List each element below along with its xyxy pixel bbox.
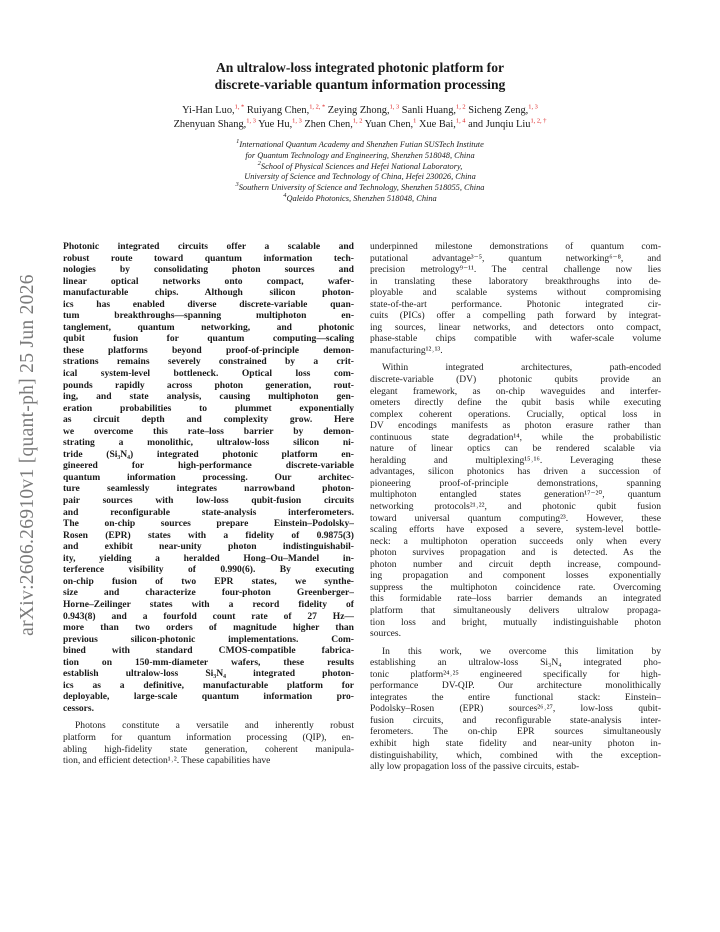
text-line: ferometers. The on-chip EPR sources simultaneously [370, 726, 661, 738]
affiliation-line [110, 194, 610, 205]
text-line: integrates the entire functional stack: Einstein– [370, 691, 661, 703]
text-line: tride (Si₃N₄) integrated photonic platform en- [63, 448, 354, 460]
affiliations [110, 140, 610, 205]
text-line: cuits (PICs) offer a compelling path forward by integrat- [370, 310, 661, 322]
text-line: more than two orders of magnitude higher than [63, 622, 354, 634]
author-name: Yue Hu, [258, 118, 293, 130]
author-affiliation-marker: 1, * [234, 103, 245, 111]
text-line: fusion circuits, and reconfigurable state-analysis inter- [370, 714, 661, 726]
author-name: Zhenyuan Shang, [173, 118, 247, 130]
affiliation-line [110, 140, 610, 151]
text-line: ployable and scalable systems without compromising [370, 287, 661, 299]
text-line: heralding and multiplexing¹⁵˒¹⁶. Leveraging these [370, 454, 661, 466]
text-line: deployable, large-scale quantum information pro- [63, 691, 354, 703]
paragraph-3 [370, 646, 661, 773]
text-line: tion, and efficient detection¹˒². These capabilities have [63, 755, 271, 767]
author-list [90, 104, 630, 131]
affiliation-text: University of Science and Technology of China, Hefei 230026, China [244, 172, 476, 182]
text-line: manufacturing¹²˒¹³. [370, 344, 443, 356]
text-line: qubit fusion for quantum computing—scaling [63, 333, 354, 345]
text-line: these platforms beyond proof-of-principle demon- [63, 344, 354, 356]
author-affiliation-marker: 1, 4 [455, 117, 466, 125]
text-line: In this work, we overcome this limitation by [382, 645, 661, 657]
intro-paragraph [63, 720, 354, 766]
text-line: on-chip fusion of two EPR states, we synthe- [63, 575, 354, 587]
text-line: linear optical networks onto compact, wafer- [63, 275, 354, 287]
author-name: and Junqiu Liu [468, 118, 531, 130]
right-column [370, 241, 661, 773]
text-line: platform for quantum information processing (QIP), en- [63, 731, 354, 743]
affiliation-line [110, 172, 610, 183]
affiliation-number: 3 [235, 181, 239, 189]
author-affiliation-marker: 1, 3 [246, 117, 256, 125]
text-line: advantages, silicon photonics has driven a succession of [370, 466, 661, 478]
text-line: and reconfigurable state-analysis interferometers. [63, 506, 354, 518]
text-line: suppress the multiphoton coincidence rate. Overcoming [370, 581, 661, 593]
text-line: performance DV-QIP. Our architecture monolithically [370, 680, 661, 692]
author-affiliation-marker: 1, 2 [456, 103, 466, 111]
text-line: pioneering proof-of-principle demonstrations, spanning [370, 477, 661, 489]
text-line: this formidable rate–loss barrier demands an integrated [370, 593, 661, 605]
text-line: Horne–Zeilinger states with a record fidelity of [63, 598, 354, 610]
text-line: ity, yielding a heralded Hong–Ou–Mandel in- [63, 552, 354, 564]
text-line: The on-chip sources prepare Einstein–Podolsky– [63, 518, 354, 530]
text-line: neck: a multiphoton operation succeeds only when every [370, 535, 661, 547]
text-line: complex coherent operations. Crucially, optical loss in [370, 408, 661, 420]
text-line: Podolsky–Rosen (EPR) sources²⁶˒²⁷, low-loss qubit- [370, 703, 661, 715]
author-name: Sanli Huang, [401, 105, 457, 116]
text-line: discrete-variable (DV) photonic qubits provide an [370, 374, 661, 386]
affiliation-number: 2 [257, 159, 261, 167]
text-line: bined with standard CMOS-compatible fabrica- [63, 645, 354, 657]
author-affiliation-marker: 1, 2, * [309, 103, 326, 111]
affiliation-text: Qaleido Photonics, Shenzhen 518048, China [286, 193, 437, 203]
left-column [63, 241, 354, 767]
author-name: Ruiyang Chen, [246, 105, 310, 116]
author-affiliation-marker: 1, 3 [389, 103, 400, 111]
text-line: establishing an ultralow-loss Si₃N₄ integrated pho- [370, 657, 661, 669]
text-line: pounds rapidly across photon generation, rout- [63, 379, 354, 391]
text-line: elegant framework, as on-chip waveguides and interfer- [370, 385, 661, 397]
author-name: Zhen Chen, [304, 118, 353, 130]
text-line: Rosen (EPR) states with a fidelity of 0.9875(3) [63, 529, 354, 541]
text-line: quantum information processing. Our architec- [63, 471, 354, 483]
author-name: Zeying Zhong, [327, 105, 390, 116]
text-line: sources. [370, 628, 402, 640]
text-line: underpinned milestone demonstrations of quantum com- [370, 241, 661, 252]
title-line-2: discrete-variable quantum information processing [214, 77, 506, 92]
text-line: Photonic integrated circuits offer a scalable and [63, 241, 354, 252]
text-line: photon number and circuit depth increase, compound- [370, 558, 661, 570]
text-line: precision metrology⁹⁻¹¹. The central challenge now lies [370, 264, 661, 276]
text-line: and exhibit near-unity photon indistinguishabil- [63, 541, 354, 553]
author-name: Yi-Han Luo, [182, 105, 235, 116]
text-line: tonic platform²⁴˒²⁵ engineered specifically for high- [370, 668, 661, 680]
authors-line-2 [90, 118, 630, 132]
text-line: ally low propagation loss of the passive circuits, estab- [370, 761, 580, 773]
text-line: phase-stable chips compatible with wafer-scale volume [370, 333, 661, 345]
text-line: ing sources, linear networks, and detectors onto compact, [370, 321, 661, 333]
arxiv-stamp: arXiv:2606.26910v1 [quant-ph] 25 Jun 2026 [17, 274, 38, 636]
text-line: strating a monolithic, ultralow-loss silicon ni- [63, 437, 354, 449]
text-line: 0.943(8) and a fourfold count rate of 27 Hz— [63, 610, 354, 622]
text-line: strations remains severely constrained by a crit- [63, 356, 354, 368]
text-line: robust route toward quantum information tech- [63, 252, 354, 264]
author-affiliation-marker: 1, 2, † [530, 117, 547, 125]
authors-line-1 [90, 104, 630, 118]
text-line: platform that simultaneously delivers ultralow propaga- [370, 604, 661, 616]
text-line: ture seamlessly integrates narrowband photon- [63, 483, 354, 495]
text-line: ics has enabled diverse discrete-variable quan- [63, 298, 354, 310]
affiliation-text: for Quantum Technology and Engineering, Shenzhen 518048, China [245, 150, 475, 160]
author-affiliation-marker: 1, 3 [528, 103, 538, 111]
text-line: toward universal quantum computing²³. However, these [370, 512, 661, 524]
text-line: as circuit depth and complexity grow. Here [63, 414, 354, 426]
author-affiliation-marker: 1 [413, 117, 417, 125]
title-line-1: An ultralow-loss integrated photonic platform for [215, 60, 505, 75]
text-line: multiphoton entangled states generation¹⁷⁻²⁰, quantum [370, 489, 661, 501]
text-line: exhibit high state fidelity and near-unity photon in- [370, 737, 661, 749]
text-line: manufacturable chips. Although silicon photon- [63, 287, 354, 299]
text-line: terference visibility of 0.990(6). By executing [63, 564, 354, 576]
text-line: Within integrated architectures, path-encoded [382, 362, 661, 374]
abstract [63, 241, 354, 714]
text-line: ometers directly define the qubit basis while executing [370, 397, 661, 409]
text-line: ical system-level bottleneck. Optical loss com- [63, 368, 354, 380]
text-line: networking protocols²¹˒²², and photonic qubit fusion [370, 501, 661, 513]
affiliation-line [110, 151, 610, 162]
text-line: pair sources with low-loss qubit-fusion circuits [63, 495, 354, 507]
text-line: ing propagation and component losses exponentially [370, 570, 661, 582]
text-line: tion loss and bright, mutually indistinguishable photon [370, 616, 661, 628]
affiliation-line [110, 159, 610, 173]
affiliation-number: 4 [283, 192, 287, 200]
author-affiliation-marker: 1, 2 [352, 117, 363, 125]
text-line: putational advantage³⁻⁵, quantum networking⁶⁻⁸, and [370, 252, 661, 264]
author-name: Yuan Chen, [364, 118, 414, 130]
text-line: scaling efforts have exposed a severe, system-level bottle- [370, 524, 661, 536]
text-line: tion on 150-mm-diameter wafers, these results [63, 656, 354, 668]
paragraph-1 [370, 241, 661, 356]
text-line: abling high-fidelity state generation, coherent manipula- [63, 743, 354, 755]
text-line: previous silicon-photonic implementations. Com- [63, 633, 354, 645]
text-line: continuous state degradation¹⁴, while the probabilistic [370, 431, 661, 443]
text-line: ics as a definitive, manufacturable platform for [63, 679, 354, 691]
text-line: distinguishability, which, combined with the exception- [370, 749, 661, 761]
text-line: size and characterize four-photon Greenberger– [63, 587, 354, 599]
affiliation-text: School of Physical Sciences and Hefei National Laboratory, [260, 161, 463, 171]
text-line: DV encodings manifests as photon erasure rather than [370, 420, 661, 432]
text-line: state-of-the-art performance. Photonic integrated cir- [370, 298, 661, 310]
text-line: we overcome this rate–loss barrier by demon- [63, 425, 354, 437]
text-line: Photons constitute a versatile and inherently robust [75, 720, 354, 732]
affiliation-text: International Quantum Academy and Shenzhen Futian SUSTech Institute [239, 140, 484, 149]
text-line: in translating these laboratory breakthroughs into de- [370, 275, 661, 287]
paragraph-2 [370, 362, 661, 639]
text-line: photon survives propagation and is detected. As the [370, 547, 661, 559]
text-line: establish ultralow-loss Si₃N₄ integrated photon- [63, 668, 354, 680]
text-line: nature of linear optics can be rendered scalable via [370, 443, 661, 455]
text-line: cessors. [63, 702, 95, 714]
text-line: eration probabilities to plummet exponentially [63, 402, 354, 414]
paper-title [120, 59, 600, 93]
affiliation-text: Southern University of Science and Technology, Shenzhen 518055, China [238, 183, 485, 193]
affiliation-line [110, 183, 610, 194]
text-line: tanglement, quantum networking, and photonic [63, 321, 354, 333]
author-name: Xue Bai, [418, 118, 456, 130]
text-line: tum breakthroughs—spanning multiphoton en- [63, 310, 354, 322]
text-line: gineered for high-performance discrete-variable [63, 460, 354, 472]
author-name: Sicheng Zeng, [468, 105, 529, 116]
author-affiliation-marker: 1, 3 [292, 117, 302, 125]
affiliation-number: 1 [236, 138, 240, 146]
text-line: ing, and state analysis, causing multiphoton gen- [63, 391, 354, 403]
text-line: nologies by consolidating photon sources and [63, 264, 354, 276]
